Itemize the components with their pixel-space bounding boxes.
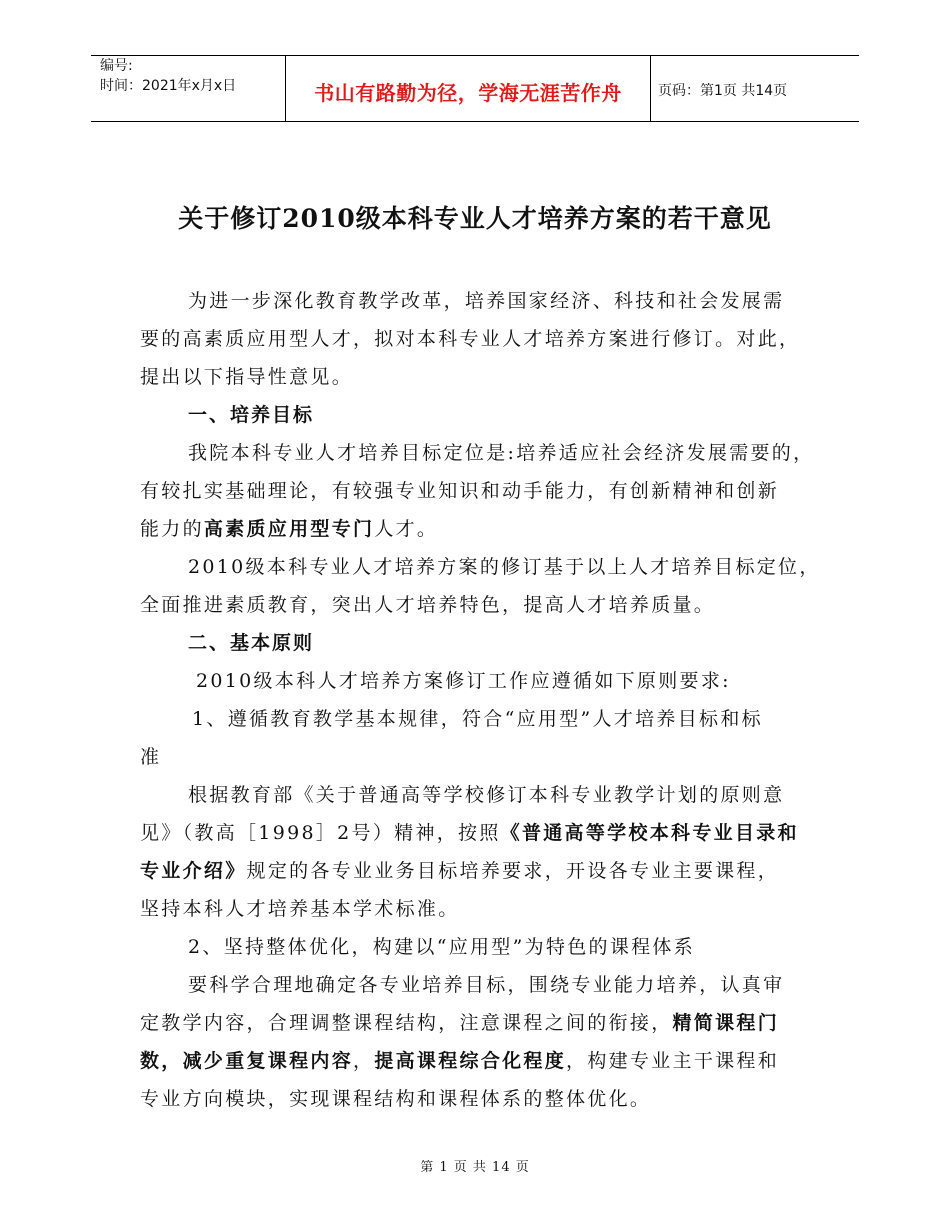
section-heading: 一、培养目标 bbox=[188, 404, 315, 426]
body-line: 2010级本科人才培养方案修订工作应遵循如下原则要求: bbox=[196, 670, 731, 692]
body-line bbox=[140, 514, 438, 544]
time-label: 时间：2021年x月x日 bbox=[100, 78, 237, 94]
document-title: 关于修订2010级本科专业人才培养方案的若干意见 bbox=[178, 204, 772, 233]
body-text: 能力的 bbox=[140, 518, 204, 540]
emphasis-text: 《普通高等学校本科专业目录和 bbox=[500, 822, 799, 844]
body-text: 定教学内容，合理调整课程结构，注意课程之间的衔接， bbox=[140, 1012, 673, 1034]
body-text: 人才。 bbox=[374, 518, 439, 540]
body-line: 专业方向模块，实现课程结构和课程体系的整体优化。 bbox=[140, 1088, 652, 1110]
body-line: 坚持本科人才培养基本学术标准。 bbox=[140, 898, 460, 920]
body-text: 见》（教高［1998］2号）精神，按照 bbox=[140, 822, 501, 844]
emphasis-text: 专业介绍》 bbox=[140, 860, 247, 882]
body-line: 2、坚持整体优化，构建以“应用型”为特色的课程体系 bbox=[188, 936, 696, 958]
emphasis-text: 精简课程门 bbox=[672, 1012, 780, 1034]
section-heading: 二、基本原则 bbox=[188, 632, 315, 654]
body-line: 要科学合理地确定各专业培养目标，围绕专业能力培养，认真审 bbox=[188, 974, 785, 996]
emphasis-text: 提高课程综合化程度 bbox=[374, 1050, 567, 1072]
header-page-info: 页码：第1页 共14页 bbox=[658, 83, 788, 99]
body-line bbox=[140, 856, 779, 886]
body-line: 1、遵循教育教学基本规律，符合“应用型”人才培养目标和标 bbox=[192, 708, 763, 730]
body-line: 我院本科专业人才培养目标定位是:培养适应社会经济发展需要的， bbox=[188, 442, 815, 464]
body-text: ， bbox=[353, 1050, 375, 1072]
body-line: 根据教育部《关于普通高等学校修订本科专业教学计划的原则意 bbox=[188, 784, 785, 806]
header-motto: 书山有路勤为径，学海无涯苦作舟 bbox=[314, 81, 622, 105]
body-text: 规定的各专业业务目标培养要求，开设各专业主要课程， bbox=[246, 860, 780, 882]
body-line: 2010级本科专业人才培养方案的修订基于以上人才培养目标定位， bbox=[188, 556, 821, 578]
body-line: 提出以下指导性意见。 bbox=[140, 366, 354, 388]
header-meta bbox=[100, 56, 236, 96]
header-bottom-rule bbox=[91, 121, 859, 122]
body-text: ，构建专业主干课程和 bbox=[566, 1050, 780, 1072]
body-line bbox=[140, 818, 799, 848]
body-line: 要的高素质应用型人才，拟对本科专业人才培养方案进行修订。对此， bbox=[140, 328, 801, 350]
body-line: 为进一步深化教育教学改革，培养国家经济、科技和社会发展需 bbox=[188, 290, 785, 312]
page-footer: 第 1 页 共 14 页 bbox=[420, 1160, 530, 1175]
body-line: 全面推进素质教育，突出人才培养特色，提高人才培养质量。 bbox=[140, 594, 716, 616]
body-line bbox=[140, 1008, 779, 1038]
body-line: 准 bbox=[140, 746, 162, 768]
body-line bbox=[140, 1046, 779, 1076]
emphasis-text: 高素质应用型专门 bbox=[203, 518, 375, 540]
body-line: 有较扎实基础理论，有较强专业知识和动手能力，有创新精神和创新 bbox=[140, 480, 780, 502]
emphasis-text: 数，减少重复课程内容 bbox=[140, 1050, 354, 1072]
number-label: 编号: bbox=[100, 58, 133, 74]
header-divider bbox=[650, 55, 651, 121]
